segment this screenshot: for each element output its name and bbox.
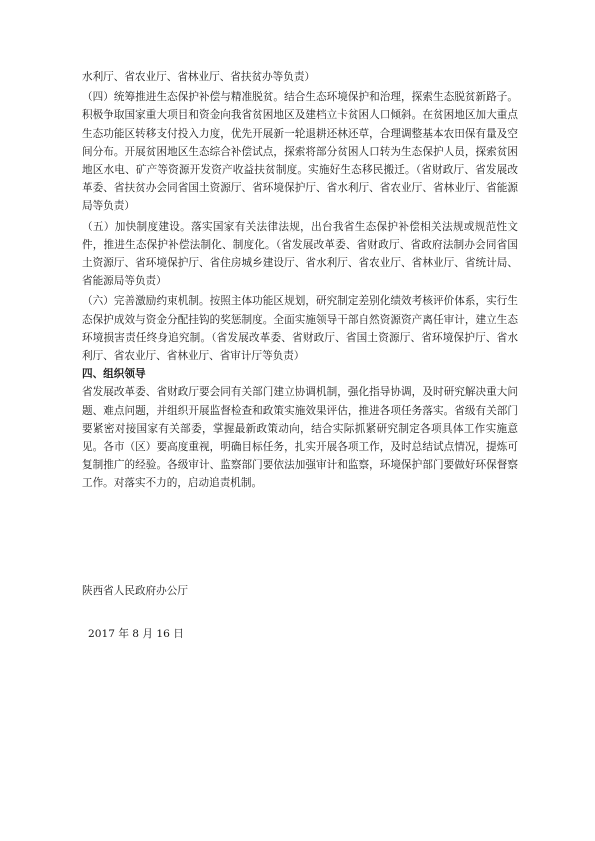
- section-4-paragraph: （四）统筹推进生态保护补偿与精准脱贫。结合生态环境保护和治理，探索生态脱贫新路子。积极争取国家重大项目和资金向我省贫困地区及建档立卡贫困人口倾斜。在贫困地区加大重点生态功能区转移支付投入力度，优先开展新一轮退耕还林还草，合理调整基本农田保有量及空间分布。开展贫困地区生态综合补偿试点，探索将部分贫困人口转为生态保护人员，探索贫困地区水电、矿产等资源开发资产收益扶贫制度。实施好生态移民搬迁。（省财政厅、省发展改革委、省扶贫办会同省国土资源厅、省环境保护厅、省水利厅、省农业厅、省林业厅、省能源局等负责）: [82, 91, 518, 213]
- organization-paragraph: 省发展改革委、省财政厅要会同有关部门建立协调机制，强化指导协调，及时研究解决重大问题、难点问题，并组织开展监督检查和政策实施效果评估，推进各项任务落实。省级有关部门要紧密对接国家有关部委，掌握最新政策动向，结合实际抓紧研究制定各项具体工作实施意见。各市（区）要高度重视，明确目标任务，扎实开展各项工作，及时总结试点情况，提炼可复制推广的经验。各级审计、监察部门要依法加强审计和监察，环境保护部门要做好环保督察工作。对落实不力的，启动追责机制。: [82, 386, 518, 490]
- issue-date: 2017 年 8 月 16 日: [88, 628, 184, 640]
- organization-heading: 四、组织领导: [82, 368, 146, 381]
- section-6-paragraph: （六）完善激励约束机制。按照主体功能区规划，研究制定差别化绩效考核评价体系，实行生态保护成效与资金分配挂钩的奖惩制度。全面实施领导干部自然资源资产离任审计，建立生态环境损害责任终身追究制。（省发展改革委、省财政厅、省国土资源厅、省环境保护厅、省水利厅、省农业厅、省林业厅、省审计厅等负责）: [82, 295, 518, 363]
- issuer-signature: 陕西省人民政府办公厅: [82, 585, 188, 597]
- carryover-paragraph: 水利厅、省农业厅、省林业厅、省扶贫办等负责）: [82, 71, 316, 83]
- document-body: [82, 68, 518, 493]
- section-5-paragraph: （五）加快制度建设。落实国家有关法律法规，出台我省生态保护补偿相关法规或规范性文件，推进生态保护补偿法制化、制度化。（省发展改革委、省财政厅、省政府法制办会同省国土资源厅、省环境保护厅、省住房城乡建设厅、省水利厅、省农业厅、省林业厅、省统计局、省能源局等负责）: [82, 220, 518, 288]
